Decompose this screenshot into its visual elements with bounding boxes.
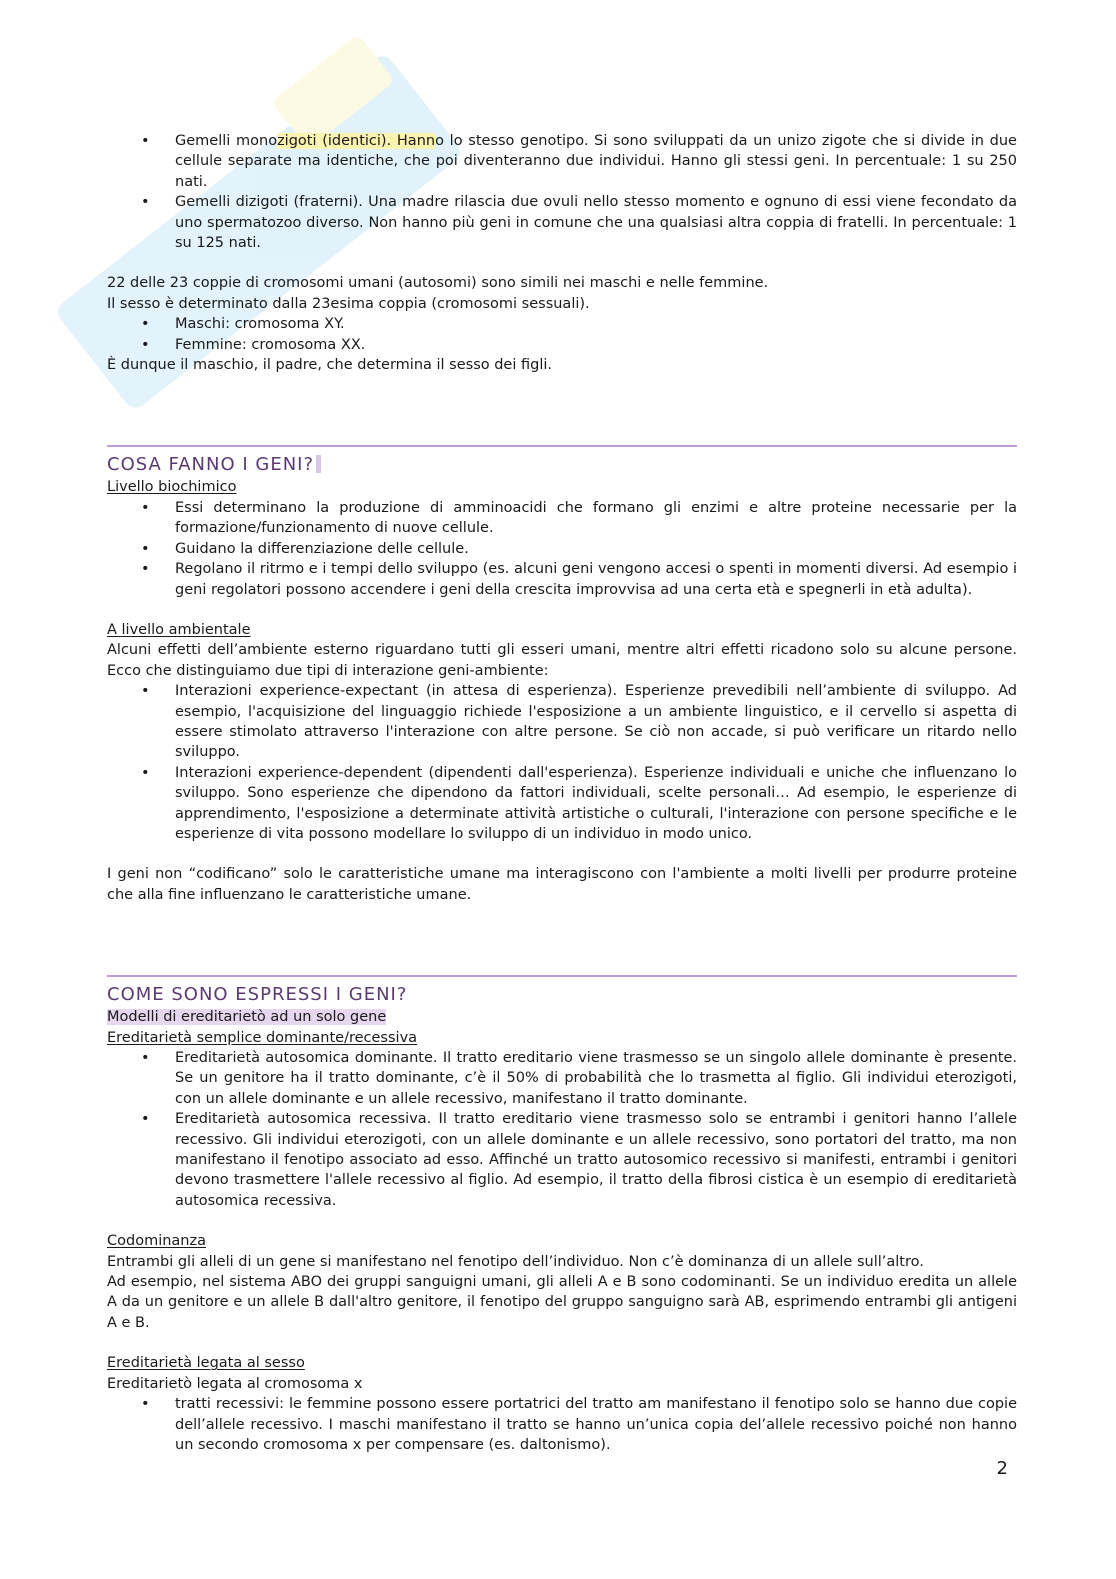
list-item: • Ereditarietà autosomica recessiva. Il tratto ereditario viene trasmesso solo se entrambi i genitori hanno l’allele recessivo. Gli individui eterozigoti, con un allele dominante e un allele recessivo, sono portatori del tratto, ma non manifestano il fenotipo associato ad esso. Affinché un tratto autosomico recessivo si manifesti, entrambi i genitori devono trasmettere l'allele recessivo al figlio. Ad esempio, il tratto della fibrosi cistica è un esempio di ereditarietà autosomica recessiva. — [107, 1109, 1017, 1211]
paragraph: Ad esempio, nel sistema ABO dei gruppi sanguigni umani, gli alleli A e B sono codominanti. Se un individuo eredita un allele A da un genitore e un allele B dall'altro genitore, il fenotipo del gruppo sanguigno sarà AB, esprimendo entrambi gli antigeni A e B. — [107, 1274, 1017, 1331]
list-item: • Regolano il ritrmo e i tempi dello sviluppo (es. alcuni geni vengono accesi o spenti in momenti diversi. Ad esempio i geni regolatori possono accendere i geni della crescita improvvisa ad una certa età e spegnerli in età adulta). — [107, 559, 1017, 600]
list-item: • tratti recessivi: le femmine possono essere portatrici del tratto am manifestano il fenotipo solo se hanno due copie dell’allele recessivo. I maschi manifestano il tratto se hanno un’unica copia del’allele recessivo poiché non hanno un secondo cromosoma x per compensare (es. daltonismo). — [107, 1394, 1017, 1455]
section-title: COSA FANNO I GENI? — [107, 453, 1017, 477]
list-item: • Gemelli dizigoti (fraterni). Una madre rilascia due ovuli nello stesso momento e ognuno di essi viene fecondato da uno spermatozoo diverso. Non hanno più geni in comune che una qualsiasi altra coppia di fratelli. In percentuale: 1 su 125 nati. — [107, 192, 1017, 253]
list-item: • Femmine: cromosoma XX. — [107, 335, 1017, 355]
subheading: Codominanza — [107, 1233, 206, 1250]
subheading: Livello biochimico — [107, 479, 237, 496]
paragraph: Il sesso è determinato dalla 23esima coppia (cromosomi sessuali). — [107, 295, 590, 312]
document-page — [107, 131, 1017, 1455]
paragraph: È dunque il maschio, il padre, che determina il sesso dei figli. — [107, 357, 552, 374]
biochem-list — [107, 498, 1017, 600]
subheading: Ereditarietà legata al sesso — [107, 1355, 305, 1372]
env-list — [107, 681, 1017, 844]
chromosome-list — [107, 314, 1017, 355]
list-item: • Interazioni experience-expectant (in attesa di esperienza). Esperienze prevedibili nell’ambiente di sviluppo. Ad esempio, l'acquisizione del linguaggio richiede l'esposizione a un ambiente linguistico, e il cervello si aspetta di essere stimolato attraverso l'interazione con altre persone. Se ciò non accade, si può verificare un ritardo nello sviluppo. — [107, 681, 1017, 763]
list-item: • Maschi: cromosoma XY. — [107, 314, 1017, 334]
paragraph: Ereditarietò legata al cromosoma x — [107, 1375, 363, 1392]
subheading: Ereditarietà semplice dominante/recessiva — [107, 1029, 418, 1046]
paragraph: Alcuni effetti dell’ambiente esterno riguardano tutti gli esseri umani, mentre altri effetti ricadono solo su alcune persone. Ecco che distinguiamo due tipi di interazione geni-ambiente: — [107, 642, 1017, 679]
section-divider — [107, 975, 1017, 977]
list-item: • Ereditarietà autosomica dominante. Il tratto ereditario viene trasmesso se un singolo allele dominante è presente. Se un genitore ha il tratto dominante, c’è il 50% di probabilità che lo trasmetta al figlio. Gli individui eterozigoti, con un allele dominante e un allele recessivo, manifestano il tratto dominante. — [107, 1048, 1017, 1109]
list-item: • Interazioni experience-dependent (dipendenti dall'esperienza). Esperienze individuali e uniche che influenzano lo sviluppo. Sono esperienze che dipendono da fattori individuali, scelte personali… Ad esempio, le esperienze di apprendimento, l'esposizione a determinate attività artistiche o culturali, l'interazione con persone specifiche e le esperienze di vita possono modellare lo sviluppo di un individuo in modo unico. — [107, 763, 1017, 845]
section-divider — [107, 445, 1017, 447]
sex-linked-list — [107, 1394, 1017, 1455]
list-item: • Essi determinano la produzione di amminoacidi che formano gli enzimi e altre proteine necessarie per la formazione/funzionamento di nuove cellule. — [107, 498, 1017, 539]
section-title: COME SONO ESPRESSI I GENI? — [107, 984, 408, 1006]
list-item: • Guidano la differenziazione delle cellule. — [107, 539, 1017, 559]
list-item: • Gemelli monozigoti (identici). Hanno lo stesso genotipo. Si sono sviluppati da un unizo zigote che si divide in due cellule separate ma identiche, che poi diventeranno due individui. Hanno gli stessi geni. In percentuale: 1 su 250 nati. — [107, 131, 1017, 192]
page-number: 2 — [996, 1458, 1008, 1479]
subheading: Modelli di ereditarietò ad un solo gene — [107, 1009, 387, 1026]
twins-list — [107, 131, 1017, 253]
paragraph: 22 delle 23 coppie di cromosomi umani (autosomi) sono simili nei maschi e nelle femmine. — [107, 275, 769, 292]
simple-list — [107, 1048, 1017, 1211]
subheading: A livello ambientale — [107, 621, 251, 638]
paragraph: Entrambi gli alleli di un gene si manifestano nel fenotipo dell’individuo. Non c’è dominanza di un allele sull’altro. — [107, 1253, 924, 1270]
paragraph: I geni non “codificano” solo le caratteristiche umane ma interagiscono con l'ambiente a molti livelli per produrre proteine che alla fine influenzano le caratteristiche umane. — [107, 866, 1017, 903]
